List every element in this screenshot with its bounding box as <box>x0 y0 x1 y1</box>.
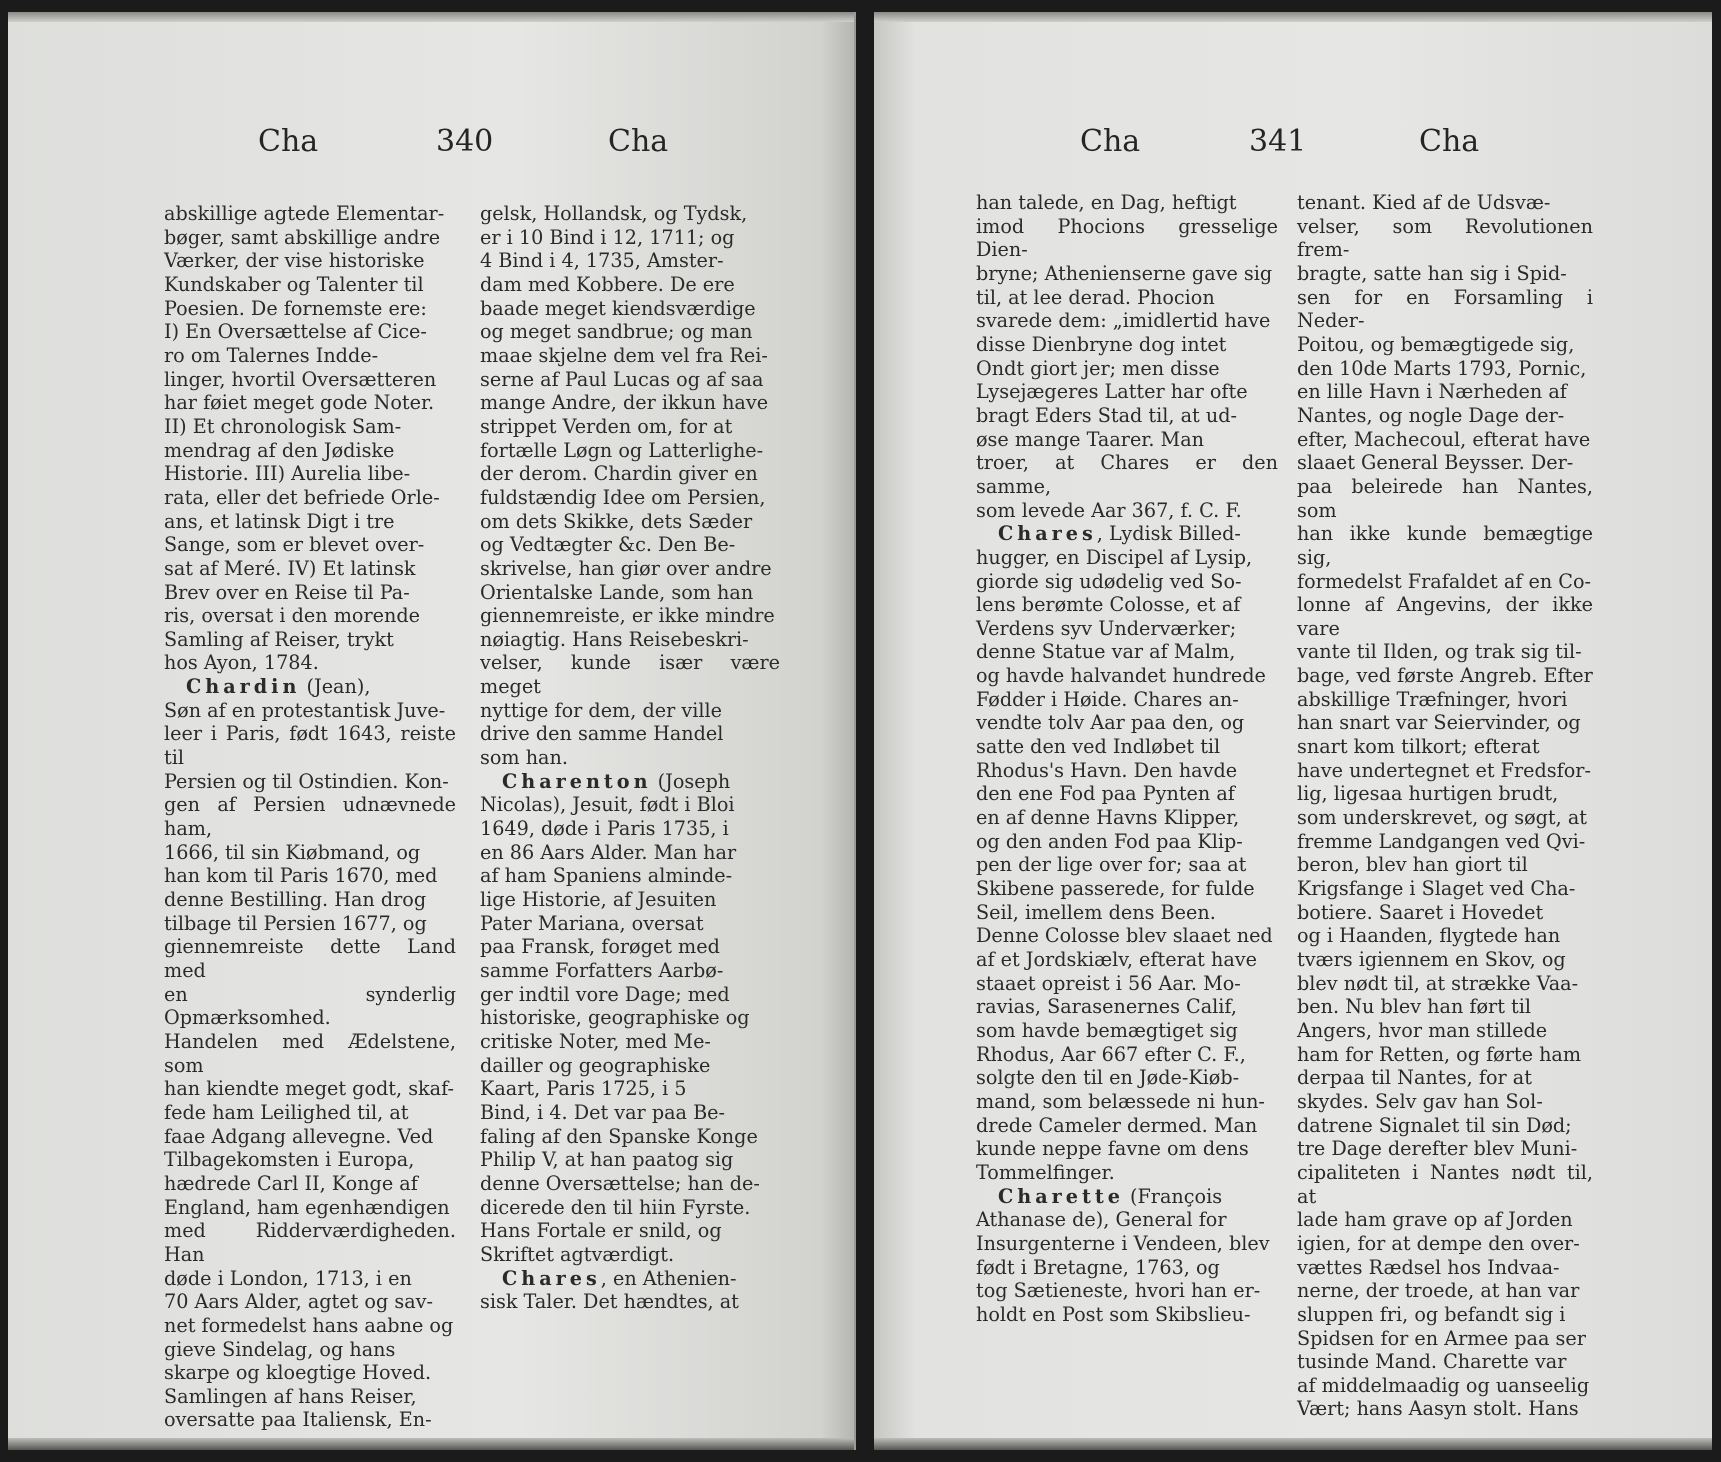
text-line: sluppen fri, og befandt sig i <box>1297 1302 1566 1326</box>
text-line: han kom til Paris 1670, med <box>164 864 438 888</box>
entry-heading-charenton <box>480 770 780 794</box>
text-line: skydes. Selv gav han Sol- <box>1297 1089 1543 1113</box>
entry-body-chares-sculptor <box>976 546 1278 1185</box>
text-line: denne Statue var af Malm, <box>976 640 1236 664</box>
text-line: den ene Fod paa Pynten af <box>976 782 1235 806</box>
text-line: hos Ayon, 1784. <box>164 651 319 675</box>
text-line: som underskrevet, og søgt, at <box>1297 806 1587 830</box>
entry-heading-rest: (Joseph <box>651 769 731 793</box>
entry-body-chardin <box>164 699 456 1432</box>
entry-name: Chardin <box>186 675 301 699</box>
text-line: leer i Paris, født 1643, reiste til <box>164 722 456 770</box>
entry-heading-rest: (François <box>1123 1184 1223 1208</box>
text-line: bragt Eders Stad til, at ud- <box>976 403 1237 427</box>
text-line: han talede, en Dag, heftigt <box>976 191 1237 214</box>
text-line: og meget sandbrue; og man <box>480 320 753 344</box>
text-line: gelsk, Hollandsk, og Tydsk, <box>480 202 748 225</box>
text-line: lens berømte Colosse, et af <box>976 593 1241 617</box>
text-line: kunde neppe favne om dens <box>976 1137 1249 1161</box>
text-line: dam med Kobbere. De ere <box>480 272 735 296</box>
page-top-edge <box>874 12 1712 22</box>
text-line: Værker, der vise historiske <box>164 249 425 273</box>
text-line: drede Cameler dermed. Man <box>976 1113 1258 1137</box>
text-line: Poitou, og bemægtigede sig, <box>1297 332 1575 356</box>
text-line: Verdens syv Underværker; <box>976 616 1237 640</box>
text-line: nerne, der troede, at han var <box>1297 1279 1580 1303</box>
running-head-right <box>874 124 1712 174</box>
text-block <box>976 191 1278 522</box>
text-line: og Vedtægter &c. Den Be- <box>480 533 736 557</box>
text-line: vættes Rædsel hos Indvaa- <box>1297 1255 1560 1279</box>
text-line: slaaet General Beysser. Der- <box>1297 451 1574 475</box>
text-line: mange Andre, der ikkun have <box>480 391 769 415</box>
text-line: Brev over en Reise til Pa- <box>164 580 410 604</box>
text-line: samme Forfatters Aarbø- <box>480 959 724 982</box>
text-line: disse Dienbryne dog intet <box>976 332 1227 356</box>
text-line: som havde bemægtiget sig <box>976 1018 1238 1042</box>
text-block <box>1297 191 1593 1421</box>
column-right <box>1297 191 1593 1421</box>
text-line: tre Dage derefter blev Muni- <box>1297 1137 1578 1161</box>
text-line: Nicolas), Jesuit, født i Bloi <box>480 793 735 817</box>
text-line: Skibene passerede, for fulde <box>976 877 1255 901</box>
text-line: Sange, som er blevet over- <box>164 533 425 557</box>
entry-heading-chares-sculptor <box>976 522 1278 546</box>
entry-heading-charette <box>976 1185 1278 1209</box>
text-line: skrivelse, han giør over andre <box>480 556 772 580</box>
column-left <box>164 202 456 1432</box>
text-line: paa Fransk, forøget med <box>480 935 720 959</box>
text-line: nyttige for dem, der ville <box>480 698 722 722</box>
text-line: strippet Verden om, for at <box>480 414 733 438</box>
text-line: han snart var Seiervinder, og <box>1297 711 1581 735</box>
text-line: Rhodus's Havn. Den havde <box>976 758 1238 782</box>
entry-heading-rest: , Lydisk Billed- <box>1096 522 1241 546</box>
text-line: Nantes, og nogle Dage der- <box>1297 403 1565 427</box>
entry-body-charenton <box>480 793 780 1266</box>
text-line: denne Oversættelse; han de- <box>480 1171 760 1195</box>
text-line: ris, oversat i den morende <box>164 604 420 628</box>
text-line: Poesien. De fornemste ere: <box>164 296 427 320</box>
text-line: pen der lige over for; saa at <box>976 853 1247 877</box>
text-line: velser, kunde især være meget <box>480 651 780 699</box>
text-line: imod Phocions gresselige Dien- <box>976 214 1278 262</box>
text-line: Handelen med Ædelstene, som <box>164 1029 456 1077</box>
text-line: Søn af en protestantisk Juve- <box>164 698 446 722</box>
text-line: satte den ved Indløbet til <box>976 735 1221 759</box>
text-line: 4 Bind i 4, 1735, Amster- <box>480 249 724 273</box>
text-line: derpaa til Nantes, for at <box>1297 1066 1532 1090</box>
text-line: og den anden Fod paa Klip- <box>976 829 1243 853</box>
entry-name: Charette <box>998 1184 1124 1208</box>
head-catchword-left: Cha <box>258 124 319 159</box>
text-line: lade ham grave op af Jorden <box>1297 1208 1573 1232</box>
text-line: dailler og geographiske <box>480 1053 711 1077</box>
text-line: øse mange Taarer. Man <box>976 427 1204 451</box>
text-line: Krigsfange i Slaget ved Cha- <box>1297 877 1576 901</box>
text-line: døde i London, 1713, i en <box>164 1266 412 1290</box>
text-line: fremme Landgangen ved Qvi- <box>1297 829 1586 853</box>
text-line: critiske Noter, med Me- <box>480 1029 711 1053</box>
text-line: og i Haanden, flygtede han <box>1297 924 1561 948</box>
text-line: efter, Machecoul, efterat have <box>1297 427 1591 451</box>
text-line: Pater Mariana, oversat <box>480 911 704 935</box>
text-line: en af denne Havns Klipper, <box>976 806 1240 830</box>
text-line: Bind, i 4. Det var paa Be- <box>480 1100 726 1124</box>
text-line: fede ham Leilighed til, at <box>164 1100 409 1124</box>
text-line: Historie. III) Aurelia libe- <box>164 462 411 486</box>
text-line: Angers, hvor man stillede <box>1297 1018 1548 1042</box>
text-line: abskillige agtede Elementar- <box>164 202 445 225</box>
page-top-edge <box>8 12 854 22</box>
text-line: denne Bestilling. Han drog <box>164 888 427 912</box>
text-line: Samlingen af hans Reiser, <box>164 1384 417 1408</box>
page-number: 341 <box>1249 124 1307 159</box>
page-bottom-edge <box>8 1438 854 1450</box>
text-line: giennemreiste dette Land med <box>164 935 456 982</box>
text-line: formedelst Frafaldet af en Co- <box>1297 569 1592 593</box>
text-line: have undertegnet et Fredsfor- <box>1297 758 1591 782</box>
text-line: mendrag af den Jødiske <box>164 438 395 462</box>
text-line: og havde halvandet hundrede <box>976 664 1266 688</box>
text-line: tusinde Mand. Charette var <box>1297 1350 1567 1374</box>
left-page <box>8 12 856 1450</box>
text-line: svarede dem: „imidlertid have <box>976 309 1271 333</box>
text-line: den 10de Marts 1793, Pornic, <box>1297 356 1587 380</box>
text-line: I) En Oversættelse af Cice- <box>164 320 427 344</box>
text-line: med Ridderværdigheden. Han <box>164 1219 456 1266</box>
text-line: ravias, Sarasenernes Calif, <box>976 995 1237 1019</box>
text-line: er i 10 Bind i 12, 1711; og <box>480 225 735 249</box>
text-line: hædrede Carl II, Konge af <box>164 1171 418 1195</box>
text-line: gen af Persien udnævnede ham, <box>164 793 456 841</box>
text-line: Rhodus, Aar 667 efter C. F., <box>976 1042 1246 1066</box>
right-page <box>874 12 1712 1450</box>
text-line: Philip V, at han paatog sig <box>480 1148 734 1172</box>
text-line: der derom. Chardin giver en <box>480 462 758 486</box>
text-line: nøiagtig. Hans Reisebeskri- <box>480 627 749 651</box>
text-line: lonne af Angevins, der ikke vare <box>1297 593 1593 640</box>
text-line: lige Historie, af Jesuiten <box>480 888 717 912</box>
text-line: Kaart, Paris 1725, i 5 <box>480 1077 687 1101</box>
entry-body-chares <box>480 1290 780 1314</box>
text-line: bage, ved første Angreb. Efter <box>1297 664 1593 688</box>
text-line: botiere. Saaret i Hovedet <box>1297 900 1544 924</box>
text-line: sat af Meré. IV) Et latinsk <box>164 556 416 580</box>
text-line: blev nødt til, at strække Vaa- <box>1297 971 1579 995</box>
text-line: staaet opreist i 56 Aar. Mo- <box>976 971 1241 995</box>
text-line: hugger, en Discipel af Lysip, <box>976 545 1253 569</box>
text-line: Kundskaber og Talenter til <box>164 272 424 296</box>
head-catchword-right: Cha <box>1419 124 1480 159</box>
text-line: sisk Taler. Det hændtes, at <box>480 1290 739 1314</box>
text-line: Ondt giort jer; men disse <box>976 356 1220 380</box>
text-line: dicerede den til hiin Fyrste. <box>480 1195 751 1219</box>
head-catchword-left: Cha <box>1080 124 1141 159</box>
text-line: af et Jordskiælv, efterat have <box>976 948 1257 971</box>
text-line: giorde sig udødelig ved So- <box>976 569 1242 593</box>
text-line: snart kom tilkort; efterat <box>1297 735 1540 759</box>
text-line: Spidsen for en Armee paa ser <box>1297 1326 1586 1350</box>
text-line: tilbage til Persien 1677, og <box>164 911 427 935</box>
text-line: faae Adgang allevegne. Ved <box>164 1124 434 1148</box>
text-line: en 86 Aars Alder. Man har <box>480 840 737 864</box>
text-line: har føiet meget gode Noter. <box>164 391 435 415</box>
text-line: holdt en Post som Skibslieu- <box>976 1302 1251 1326</box>
text-line: ham for Retten, og førte ham <box>1297 1042 1582 1066</box>
entry-heading-rest: , en Athenien- <box>600 1266 737 1290</box>
text-line: lig, ligesaa hurtigen brudt, <box>1297 782 1559 806</box>
text-line: oversatte paa Italiensk, En- <box>164 1408 432 1432</box>
text-line: af middelmaadig og uanseelig <box>1297 1373 1590 1397</box>
page-bottom-edge <box>874 1438 1712 1450</box>
text-line: Samling af Reiser, trykt <box>164 627 394 651</box>
text-block <box>164 202 456 675</box>
text-line: giennemreiste, er ikke mindre <box>480 604 775 628</box>
text-line: fortælle Løgn og Latterlighe- <box>480 438 764 462</box>
text-line: Orientalske Lande, som han <box>480 580 754 604</box>
text-line: tenant. Kied af de Udsvæ- <box>1297 191 1551 214</box>
text-line: mand, som belæssede ni hun- <box>976 1089 1265 1113</box>
text-line: beron, blev han giort til <box>1297 853 1528 877</box>
text-line: skarpe og kloegtige Hoved. <box>164 1361 432 1385</box>
column-right <box>480 202 780 1314</box>
entry-heading-rest: (Jean), <box>300 675 371 699</box>
text-line: bøger, samt abskillige andre <box>164 225 441 249</box>
text-line: tog Sætieneste, hvori han er- <box>976 1279 1261 1303</box>
text-line: paa beleirede han Nantes, som <box>1297 474 1593 522</box>
text-line: Tilbagekomsten i Europa, <box>164 1148 415 1172</box>
text-line: Insurgenterne i Vendeen, blev <box>976 1231 1270 1255</box>
text-line: Persien og til Ostindien. Kon- <box>164 769 449 793</box>
text-line: ben. Nu blev han ført til <box>1297 995 1532 1019</box>
text-line: Denne Colosse blev slaaet ned <box>976 924 1273 948</box>
text-line: England, ham egenhændigen <box>164 1195 450 1219</box>
text-line: af ham Spaniens alminde- <box>480 864 733 888</box>
text-line: vendte tolv Aar paa den, og <box>976 711 1245 735</box>
text-line: igien, for at dempe den over- <box>1297 1231 1580 1255</box>
text-line: sen for en Forsamling i Neder- <box>1297 285 1593 333</box>
text-line: 1666, til sin Kiøbmand, og <box>164 840 421 864</box>
text-line: drive den samme Handel <box>480 722 724 746</box>
text-line: ans, et latinsk Digt i tre <box>164 509 395 533</box>
text-line: han kiendte meget godt, skaf- <box>164 1077 455 1101</box>
text-line: bragte, satte han sig i Spid- <box>1297 261 1567 285</box>
text-line: baade meget kiendsværdige <box>480 296 756 320</box>
column-left <box>976 191 1278 1327</box>
head-catchword-right: Cha <box>608 124 669 159</box>
entry-name: Chares <box>502 1266 601 1290</box>
text-line: til, at lee derad. Phocion <box>976 285 1215 309</box>
text-line: 1649, døde i Paris 1735, i <box>480 817 729 841</box>
text-line: bryne; Athenienserne gave sig <box>976 261 1273 285</box>
text-line: en lille Havn i Nærheden af <box>1297 380 1567 404</box>
text-line: en synderlig Opmærksomhed. <box>164 982 456 1030</box>
running-head-left <box>8 124 854 174</box>
text-line: velser, som Revolutionen frem- <box>1297 214 1593 262</box>
text-line: Athanase de), General for <box>976 1208 1227 1232</box>
text-line: tværs igiennem en Skov, og <box>1297 948 1566 971</box>
entry-body-charette <box>976 1208 1278 1326</box>
text-line: Tommelfinger. <box>976 1160 1115 1184</box>
text-line: ger indtil vore Dage; med <box>480 982 730 1006</box>
text-line: historiske, geographiske og <box>480 1006 750 1030</box>
text-block <box>480 202 780 770</box>
text-line: maae skjelne dem vel fra Rei- <box>480 343 768 367</box>
text-line: II) Et chronologisk Sam- <box>164 414 402 438</box>
text-line: Skriftet agtværdigt. <box>480 1242 675 1266</box>
text-line: gieve Sindelag, og hans <box>164 1337 396 1361</box>
text-line: vante til Ilden, og trak sig til- <box>1297 640 1582 664</box>
text-line: troer, at Chares er den samme, <box>976 451 1278 498</box>
text-line: rata, eller det befriede Orle- <box>164 485 440 509</box>
text-line: Hans Fortale er snild, og <box>480 1219 722 1243</box>
entry-name: Chares <box>998 522 1097 546</box>
text-line: serne af Paul Lucas og af saa <box>480 367 764 391</box>
text-line: 70 Aars Alder, agtet og sav- <box>164 1290 433 1314</box>
text-line: net formedelst hans aabne og <box>164 1313 454 1337</box>
text-line: Vært; hans Aasyn stolt. Hans <box>1297 1397 1579 1421</box>
text-line: fuldstændig Idee om Persien, <box>480 485 766 509</box>
text-line: om dets Skikke, dets Sæder <box>480 509 753 533</box>
entry-heading-chardin <box>164 675 456 699</box>
text-line: som han. <box>480 746 568 770</box>
text-line: som levede Aar 367, f. C. F. <box>976 498 1242 522</box>
text-line: Fødder i Høide. Chares an- <box>976 687 1239 711</box>
text-line: ro om Talernes Indde- <box>164 343 379 367</box>
text-line: linger, hvortil Oversætteren <box>164 367 437 391</box>
text-line: faling af den Spanske Konge <box>480 1124 758 1148</box>
text-line: Seil, imellem dens Been. <box>976 900 1216 924</box>
text-line: Lysejægeres Latter har ofte <box>976 380 1248 404</box>
text-line: født i Bretagne, 1763, og <box>976 1255 1220 1279</box>
entry-name: Charenton <box>502 769 652 793</box>
page-number: 340 <box>436 124 494 159</box>
text-line: han ikke kunde bemægtige sig, <box>1297 522 1593 569</box>
text-line: solgte den til en Jøde-Kiøb- <box>976 1066 1240 1090</box>
text-line: cipaliteten i Nantes nødt til, at <box>1297 1160 1593 1208</box>
text-line: abskillige Træfninger, hvori <box>1297 687 1568 711</box>
entry-heading-chares <box>480 1267 780 1291</box>
text-line: datrene Signalet til sin Død; <box>1297 1113 1572 1137</box>
